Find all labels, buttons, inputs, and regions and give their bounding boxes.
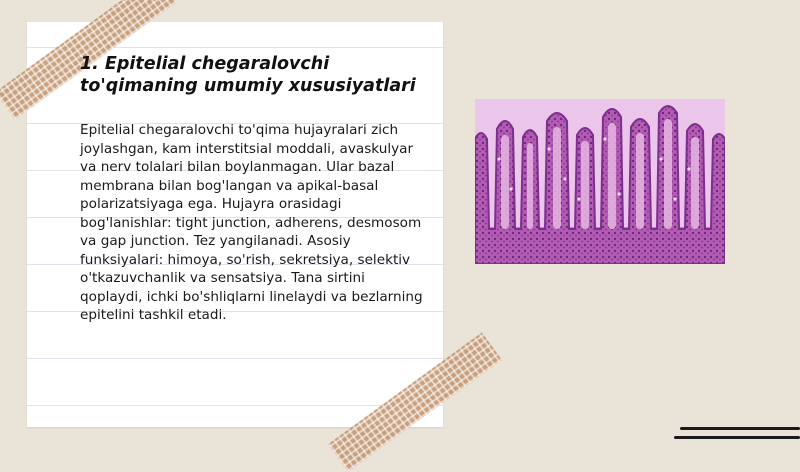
slide-title: 1. Epitelial chegaralovchi to'qimaning umumiy xususiyatlari [80,54,416,96]
decorative-line [674,436,800,439]
intestinal-villi-histology-image [475,99,725,264]
slide-body-text: Epitelial chegaralovchi to'qima hujayralari zich joylashgan, kam interstitsial moddali, avaskulyar va nerv tolalari bilan boylanmagan. Ular bazal membrana bilan bog'langan va apikal-basal polarizatsiyaga ega. Hujayra orasidagi bog'lanishlar: tight junction, adherens, desmosom va gap junction. Tez yangilanadi. Asosiy funksiyalari: himoya, so'rish, sekretsiya, selektiv o'tkazuvchanlik va sensatsiya. Tana sirtini qoplaydi, ichki bo'shliqlarni linelaydi va bezlarning epitelini tashkil etadi. [80,122,423,323]
decorative-lines [672,420,800,450]
decorative-line [680,427,800,430]
